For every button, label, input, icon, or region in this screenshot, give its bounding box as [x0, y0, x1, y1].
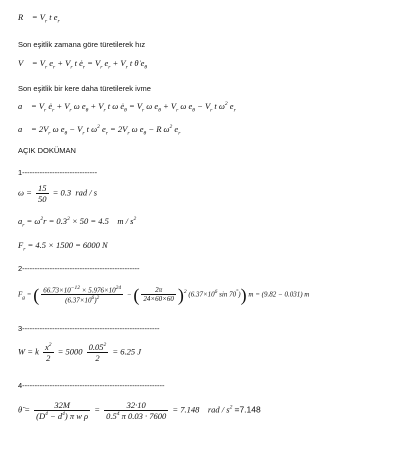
omega-equation: ω = $\frac{15}{50}$ = 0.3 rad / s [18, 183, 98, 204]
open-document-heading: AÇIK DOKÜMAN [18, 146, 76, 155]
acceleration-equation-2: a⃗ = $2V_r$ ω $e_\theta - V_r$ t $\omega^2$ $e_r = 2V_r$ ω $e_\theta - R$ $\omega^2$ $e_r$ [18, 124, 181, 137]
force-equation: $F_r = 4.5 \times 1500 = 6000$ N [18, 240, 108, 253]
gravity-force-equation: $F_g$ = ( $\frac{66.73\times 10^{-12} \times 5.976\times 10^{24}}{(6.37\times 10^6)^2}$ − ( $\frac{2\pi}{24\times 60\times 60}$ )$^2$ ($6.37\times 10^6$ sin 70°)) m = (9.82 − 0.031) m [18, 284, 310, 305]
velocity-equation: V⃗ = $V_r$ $e_r + V_r$ t $ė_r = V_r$ $e_r + V_r$ t θ̇ $e_\theta$ [18, 58, 148, 71]
acceleration-equation-1: a⃗ = $V_r$ $ė_r + V_r$ ω $e_\theta + V_r$ t ω $ė_\theta = V_r$ ω $e_\theta + V_r$ ω $e_\theta - V_r$ t $\omega^2$ $e_r$ [18, 101, 236, 114]
position-equation: R⃗ = $V_r$ t $e_r$ [18, 12, 60, 25]
separator-1: 1------------------------------ [18, 168, 98, 177]
radial-acceleration-equation: $a_r = \omega^2r = 0.3^2 \times 50 = 4.5$ m / $s^2$ [18, 216, 137, 229]
angular-acceleration-equation: θ̈ = $\frac{32M}{(D^4 - d^4) \pi w \rho}$ = $\frac{32\cdot 10}{0.5^4 \pi 0.03 \cdot 7600}$ = 7.148 rad / $s^2 =7.148$ [18, 400, 261, 421]
velocity-label: Son eşitlik zamana göre türetilerek hız [18, 40, 146, 49]
separator-3: 3------------------------------------------------------- [18, 324, 160, 333]
acceleration-label: Son eşitlik bir kere daha türetilerek ivme [18, 84, 151, 93]
work-equation: W = k $\frac{x^2}{2}$ = 5000 $\frac{0.05^2}{2}$ = 6.25 J [18, 342, 142, 363]
separator-2: 2----------------------------------------------- [18, 264, 140, 273]
separator-4: 4--------------------------------------------------------- [18, 381, 165, 390]
